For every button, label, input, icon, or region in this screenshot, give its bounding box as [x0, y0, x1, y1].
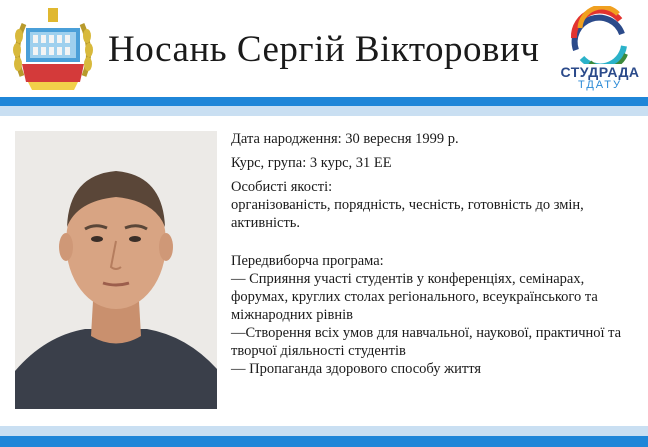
- qualities-heading: Особисті якості:: [231, 179, 333, 195]
- bottom-band-light: [0, 426, 648, 436]
- program-item: — Сприяння участі студентів у конференціях, семінарах, форумах, круглих столах регіонального, всеукраїнського та міжнародних рівнів: [231, 271, 598, 323]
- profile-info: [231, 130, 636, 378]
- header: [0, 0, 648, 97]
- bottom-band-dark: [0, 436, 648, 447]
- birth-date: Дата народження: 30 вересня 1999 р.: [231, 131, 459, 147]
- studrada-logo: [560, 6, 640, 94]
- program-item: —Створення всіх умов для навчальної, наукової, практичної та творчої діяльності студентів: [231, 325, 622, 359]
- course-group: Курс, група: 3 курс, 31 ЕЕ: [231, 155, 392, 171]
- qualities-text: організованість, порядність, чесність, готовність до змін, активність.: [231, 197, 584, 231]
- program-item: — Пропаганда здорового способу життя: [231, 361, 482, 377]
- student-photo: [15, 131, 217, 409]
- top-band-dark: [0, 97, 648, 106]
- studrada-arc-logo-icon: [560, 6, 640, 64]
- studrada-brand-text: СТУДРАДА: [560, 64, 640, 80]
- page-title: Носань Сергій Вікторович: [108, 29, 540, 70]
- studrada-brand-sub: ТДАТУ: [578, 79, 622, 91]
- program-heading: Передвиборча програма:: [231, 253, 384, 269]
- university-crest-icon: [8, 6, 98, 94]
- top-band-light: [0, 106, 648, 116]
